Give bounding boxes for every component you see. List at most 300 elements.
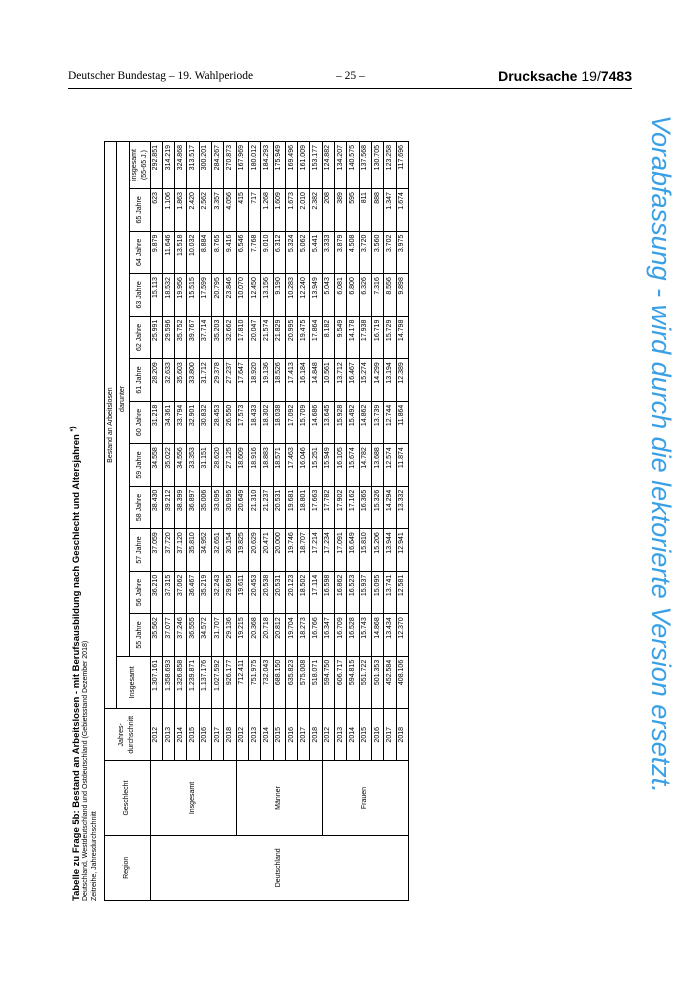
year-cell: 2016 xyxy=(285,709,297,761)
value-cell: 3.357 xyxy=(212,189,224,232)
value-cell: 1.027.592 xyxy=(212,656,224,708)
value-cell: 17.782 xyxy=(322,486,334,529)
value-cell: 15.709 xyxy=(298,401,310,444)
table-title xyxy=(68,141,82,901)
value-cell: 21.310 xyxy=(248,486,260,529)
value-cell: 16.862 xyxy=(335,571,347,614)
value-cell: 15.515 xyxy=(187,274,199,317)
value-cell: 17.091 xyxy=(335,529,347,572)
value-cell: 16.709 xyxy=(335,614,347,657)
col-header-region: Region xyxy=(105,835,151,900)
value-cell: 18.609 xyxy=(236,444,248,487)
value-cell: 926.177 xyxy=(224,656,236,708)
value-cell: 415 xyxy=(236,189,248,232)
value-cell: 635.823 xyxy=(285,656,297,708)
value-cell: 13.156 xyxy=(261,274,273,317)
value-cell: 13.944 xyxy=(384,529,396,572)
value-cell: 37.059 xyxy=(150,529,162,572)
value-cell: 6.326 xyxy=(359,274,371,317)
value-cell: 4.508 xyxy=(347,231,359,274)
value-cell: 33.794 xyxy=(175,401,187,444)
value-cell: 18.302 xyxy=(261,401,273,444)
value-cell: 14.848 xyxy=(310,359,322,402)
value-cell: 14.294 xyxy=(384,486,396,529)
value-cell: 594.750 xyxy=(322,656,334,708)
value-cell: 19.136 xyxy=(261,359,273,402)
parliament-label: Deutscher Bundestag – 19. Wahlperiode xyxy=(68,70,254,82)
region-cell: Deutschland xyxy=(150,835,408,900)
value-cell: 17.573 xyxy=(236,401,248,444)
value-cell: 37.720 xyxy=(162,529,174,572)
value-cell: 1.358.693 xyxy=(162,656,174,708)
page-header xyxy=(68,70,632,90)
value-cell: 1.609 xyxy=(273,189,285,232)
value-cell: 623 xyxy=(150,189,162,232)
value-cell: 3.975 xyxy=(396,231,408,274)
value-cell: 35.562 xyxy=(150,614,162,657)
value-cell: 20.649 xyxy=(236,486,248,529)
value-cell: 29.378 xyxy=(212,359,224,402)
value-cell: 3.879 xyxy=(335,231,347,274)
value-cell: 3.560 xyxy=(371,231,383,274)
table-row xyxy=(150,142,162,901)
value-cell: 15.674 xyxy=(347,444,359,487)
value-cell: 1.863 xyxy=(175,189,187,232)
value-cell: 15.928 xyxy=(335,401,347,444)
value-cell: 17.214 xyxy=(310,529,322,572)
value-cell: 34.952 xyxy=(199,529,211,572)
value-cell: 18.532 xyxy=(162,274,174,317)
value-cell: 18.038 xyxy=(273,401,285,444)
col-header-age: 62 Jahre xyxy=(129,316,150,359)
value-cell: 13.332 xyxy=(396,486,408,529)
value-cell: 751.975 xyxy=(248,656,260,708)
value-cell: 37.077 xyxy=(162,614,174,657)
year-cell: 2013 xyxy=(335,709,347,761)
value-cell: 8.884 xyxy=(199,231,211,274)
value-cell: 27.125 xyxy=(224,444,236,487)
value-cell: 15.113 xyxy=(150,274,162,317)
value-cell: 35.219 xyxy=(199,571,211,614)
value-cell: 32.243 xyxy=(212,571,224,614)
value-cell: 8.765 xyxy=(212,231,224,274)
value-cell: 2.562 xyxy=(199,189,211,232)
unemployment-table xyxy=(104,141,409,901)
value-cell: 732.043 xyxy=(261,656,273,708)
year-cell: 2016 xyxy=(199,709,211,761)
col-header-darunter: darunter xyxy=(117,142,129,657)
value-cell: 1.347 xyxy=(384,189,396,232)
value-cell: 134.207 xyxy=(335,142,347,189)
value-cell: 5.324 xyxy=(285,231,297,274)
value-cell: 18.526 xyxy=(273,359,285,402)
year-cell: 2013 xyxy=(162,709,174,761)
value-cell: 811 xyxy=(359,189,371,232)
year-cell: 2017 xyxy=(298,709,310,761)
value-cell: 12.450 xyxy=(248,274,260,317)
value-cell: 6.800 xyxy=(347,274,359,317)
value-cell: 15.206 xyxy=(371,529,383,572)
value-cell: 20.531 xyxy=(273,486,285,529)
value-cell: 17.463 xyxy=(285,444,297,487)
value-cell: 16.467 xyxy=(347,359,359,402)
value-cell: 37.062 xyxy=(175,571,187,614)
col-header-age: 61 Jahre xyxy=(129,359,150,402)
value-cell: 18.571 xyxy=(273,444,285,487)
value-cell: 15.326 xyxy=(371,486,383,529)
value-cell: 518.071 xyxy=(310,656,322,708)
value-cell: 13.688 xyxy=(371,444,383,487)
value-cell: 27.237 xyxy=(224,359,236,402)
value-cell: 10.070 xyxy=(236,274,248,317)
value-cell: 29.596 xyxy=(162,316,174,359)
value-cell: 35.203 xyxy=(212,316,224,359)
value-cell: 175.949 xyxy=(273,142,285,189)
value-cell: 7.768 xyxy=(248,231,260,274)
value-cell: 1.326.858 xyxy=(175,656,187,708)
value-cell: 19.475 xyxy=(298,316,310,359)
value-cell: 19.825 xyxy=(236,529,248,572)
value-cell: 7.316 xyxy=(371,274,383,317)
value-cell: 3.720 xyxy=(359,231,371,274)
year-cell: 2012 xyxy=(150,709,162,761)
value-cell: 32.633 xyxy=(162,359,174,402)
value-cell: 2.010 xyxy=(298,189,310,232)
value-cell: 12.240 xyxy=(298,274,310,317)
value-cell: 167.969 xyxy=(236,142,248,189)
value-cell: 13.739 xyxy=(371,401,383,444)
value-cell: 34.572 xyxy=(199,614,211,657)
value-cell: 20.629 xyxy=(248,529,260,572)
document-number xyxy=(498,68,632,84)
value-cell: 17.162 xyxy=(347,486,359,529)
value-cell: 14.798 xyxy=(396,316,408,359)
value-cell: 30.832 xyxy=(199,401,211,444)
value-cell: 13.741 xyxy=(384,571,396,614)
year-cell: 2013 xyxy=(248,709,260,761)
value-cell: 9.549 xyxy=(335,316,347,359)
value-cell: 2.382 xyxy=(310,189,322,232)
value-cell: 10.283 xyxy=(285,274,297,317)
value-cell: 5.062 xyxy=(298,231,310,274)
value-cell: 17.599 xyxy=(199,274,211,317)
value-cell: 35.006 xyxy=(199,486,211,529)
header-row xyxy=(105,142,117,901)
value-cell: 12.389 xyxy=(396,359,408,402)
value-cell: 25.991 xyxy=(150,316,162,359)
value-cell: 14.782 xyxy=(359,444,371,487)
value-cell: 15.251 xyxy=(310,444,322,487)
value-cell: 270.873 xyxy=(224,142,236,189)
col-header-year: Jahres- durchschnitt xyxy=(105,709,151,761)
value-cell: 20.368 xyxy=(248,614,260,657)
value-cell: 313.517 xyxy=(187,142,199,189)
value-cell: 2.420 xyxy=(187,189,199,232)
value-cell: 39.767 xyxy=(187,316,199,359)
value-cell: 551.722 xyxy=(359,656,371,708)
value-cell: 19.746 xyxy=(285,529,297,572)
value-cell: 29.136 xyxy=(224,614,236,657)
value-cell: 15.729 xyxy=(384,316,396,359)
value-cell: 389 xyxy=(335,189,347,232)
value-cell: 452.584 xyxy=(384,656,396,708)
col-header-age: 59 Jahre xyxy=(129,444,150,487)
value-cell: 9.010 xyxy=(261,231,273,274)
value-cell: 17.413 xyxy=(285,359,297,402)
value-cell: 5.441 xyxy=(310,231,322,274)
value-cell: 17.938 xyxy=(359,316,371,359)
value-cell: 594.815 xyxy=(347,656,359,708)
document-kind: Drucksache xyxy=(498,68,578,84)
value-cell: 6.312 xyxy=(273,231,285,274)
sex-cell: Männer xyxy=(236,761,322,835)
year-cell: 2012 xyxy=(236,709,248,761)
value-cell: 35.603 xyxy=(175,359,187,402)
value-cell: 36.555 xyxy=(187,614,199,657)
value-cell: 31.151 xyxy=(199,444,211,487)
value-cell: 17.234 xyxy=(322,529,334,572)
value-cell: 595 xyxy=(347,189,359,232)
value-cell: 20.795 xyxy=(212,274,224,317)
value-cell: 17.092 xyxy=(285,401,297,444)
value-cell: 16.719 xyxy=(371,316,383,359)
table-row xyxy=(236,142,248,901)
value-cell: 712.411 xyxy=(236,656,248,708)
value-cell: 28.209 xyxy=(150,359,162,402)
value-cell: 9.879 xyxy=(150,231,162,274)
year-cell: 2014 xyxy=(261,709,273,761)
value-cell: 17.810 xyxy=(236,316,248,359)
document-id: 7483 xyxy=(600,68,632,84)
value-cell: 11.864 xyxy=(396,401,408,444)
value-cell: 11.646 xyxy=(162,231,174,274)
value-cell: 18.883 xyxy=(261,444,273,487)
col-header-age: 56 Jahre xyxy=(129,571,150,614)
value-cell: 888 xyxy=(371,189,383,232)
value-cell: 33.095 xyxy=(212,486,224,529)
value-cell: 3.702 xyxy=(384,231,396,274)
value-cell: 161.009 xyxy=(298,142,310,189)
col-header-bestand: Bestand an Arbeitslosen xyxy=(105,142,117,709)
value-cell: 32.901 xyxy=(187,401,199,444)
table-subtitle-region: Deutschland, Westdeutschland und Ostdeutschland (Gebietsstand Dezember 2018) xyxy=(82,640,90,901)
value-cell: 37.714 xyxy=(199,316,211,359)
value-cell: 33.800 xyxy=(187,359,199,402)
value-cell: 18.707 xyxy=(298,529,310,572)
table-caption xyxy=(68,141,99,901)
value-cell: 33.353 xyxy=(187,444,199,487)
value-cell: 20.047 xyxy=(248,316,260,359)
value-cell: 13.949 xyxy=(310,274,322,317)
value-cell: 20.453 xyxy=(248,571,260,614)
value-cell: 300.201 xyxy=(199,142,211,189)
value-cell: 20.538 xyxy=(261,571,273,614)
year-cell: 2014 xyxy=(175,709,187,761)
value-cell: 23.846 xyxy=(224,274,236,317)
value-cell: 10.032 xyxy=(187,231,199,274)
table-header xyxy=(105,142,151,901)
value-cell: 1.137.176 xyxy=(199,656,211,708)
col-header-age: 64 Jahre xyxy=(129,231,150,274)
value-cell: 18.273 xyxy=(298,614,310,657)
value-cell: 14.862 xyxy=(359,401,371,444)
value-cell: 12.941 xyxy=(396,529,408,572)
year-cell: 2016 xyxy=(371,709,383,761)
value-cell: 408.106 xyxy=(396,656,408,708)
value-cell: 184.293 xyxy=(261,142,273,189)
document-period: 19/ xyxy=(581,68,601,84)
value-cell: 11.874 xyxy=(396,444,408,487)
value-cell: 9.898 xyxy=(396,274,408,317)
value-cell: 8.556 xyxy=(384,274,396,317)
value-cell: 20.995 xyxy=(285,316,297,359)
value-cell: 5.043 xyxy=(322,274,334,317)
value-cell: 292.851 xyxy=(150,142,162,189)
value-cell: 1.239.871 xyxy=(187,656,199,708)
value-cell: 324.868 xyxy=(175,142,187,189)
value-cell: 34.361 xyxy=(162,401,174,444)
value-cell: 14.868 xyxy=(371,614,383,657)
value-cell: 16.347 xyxy=(322,614,334,657)
value-cell: 717 xyxy=(248,189,260,232)
value-cell: 117.696 xyxy=(396,142,408,189)
value-cell: 35.810 xyxy=(187,529,199,572)
value-cell: 19.681 xyxy=(285,486,297,529)
value-cell: 16.523 xyxy=(347,571,359,614)
value-cell: 34.556 xyxy=(175,444,187,487)
table-body xyxy=(150,142,408,901)
sex-cell: Frauen xyxy=(322,761,408,835)
year-cell: 2015 xyxy=(273,709,285,761)
value-cell: 30.154 xyxy=(224,529,236,572)
value-cell: 31.712 xyxy=(199,359,211,402)
year-cell: 2017 xyxy=(384,709,396,761)
value-cell: 10.561 xyxy=(322,359,334,402)
value-cell: 19.215 xyxy=(236,614,248,657)
value-cell: 37.120 xyxy=(175,529,187,572)
value-cell: 1.307.161 xyxy=(150,656,162,708)
value-cell: 28.453 xyxy=(212,401,224,444)
value-cell: 18.916 xyxy=(248,444,260,487)
value-cell: 35.022 xyxy=(162,444,174,487)
value-cell: 36.210 xyxy=(150,571,162,614)
value-cell: 26.550 xyxy=(224,401,236,444)
value-cell: 13.434 xyxy=(384,614,396,657)
col-header-age: 63 Jahre xyxy=(129,274,150,317)
value-cell: 39.212 xyxy=(162,486,174,529)
value-cell: 15.937 xyxy=(359,571,371,614)
year-cell: 2015 xyxy=(359,709,371,761)
value-cell: 20.812 xyxy=(273,614,285,657)
value-cell: 15.743 xyxy=(359,614,371,657)
col-header-sex: Geschlecht xyxy=(105,761,151,835)
value-cell: 15.949 xyxy=(322,444,334,487)
value-cell: 21.237 xyxy=(261,486,273,529)
footnote-marker: *) xyxy=(70,426,77,432)
value-cell: 3.333 xyxy=(322,231,334,274)
year-cell: 2018 xyxy=(224,709,236,761)
value-cell: 18.801 xyxy=(298,486,310,529)
watermark-text: Vorabfassung - wird durch die lektorierte Version ersetzt. xyxy=(646,115,676,793)
value-cell: 6.546 xyxy=(236,231,248,274)
value-cell: 12.581 xyxy=(396,571,408,614)
value-cell: 16.046 xyxy=(298,444,310,487)
value-cell: 20.000 xyxy=(273,529,285,572)
value-cell: 688.150 xyxy=(273,656,285,708)
rotated-table-page xyxy=(68,135,613,905)
year-cell: 2015 xyxy=(187,709,199,761)
value-cell: 12.744 xyxy=(384,401,396,444)
year-cell: 2014 xyxy=(347,709,359,761)
value-cell: 17.647 xyxy=(236,359,248,402)
value-cell: 36.897 xyxy=(187,486,199,529)
value-cell: 130.705 xyxy=(371,142,383,189)
value-cell: 1.673 xyxy=(285,189,297,232)
col-header-age: 57 Jahre xyxy=(129,529,150,572)
value-cell: 1.674 xyxy=(396,189,408,232)
value-cell: 31.218 xyxy=(150,401,162,444)
value-cell: 8.182 xyxy=(322,316,334,359)
value-cell: 15.810 xyxy=(359,529,371,572)
value-cell: 37.246 xyxy=(175,614,187,657)
year-cell: 2018 xyxy=(396,709,408,761)
value-cell: 16.105 xyxy=(335,444,347,487)
value-cell: 15.274 xyxy=(359,359,371,402)
value-cell: 19.611 xyxy=(236,571,248,614)
value-cell: 16.184 xyxy=(298,359,310,402)
value-cell: 14.299 xyxy=(371,359,383,402)
value-cell: 123.258 xyxy=(384,142,396,189)
year-cell: 2018 xyxy=(310,709,322,761)
value-cell: 1.106 xyxy=(162,189,174,232)
value-cell: 21.829 xyxy=(273,316,285,359)
value-cell: 31.707 xyxy=(212,614,224,657)
value-cell: 16.365 xyxy=(359,486,371,529)
value-cell: 12.370 xyxy=(396,614,408,657)
value-cell: 14.686 xyxy=(310,401,322,444)
table-row xyxy=(322,142,334,901)
value-cell: 15.095 xyxy=(371,571,383,614)
value-cell: 140.575 xyxy=(347,142,359,189)
value-cell: 19.956 xyxy=(175,274,187,317)
year-cell: 2017 xyxy=(212,709,224,761)
value-cell: 19.704 xyxy=(285,614,297,657)
value-cell: 35.752 xyxy=(175,316,187,359)
value-cell: 18.502 xyxy=(298,571,310,614)
value-cell: 17.902 xyxy=(335,486,347,529)
value-cell: 32.651 xyxy=(212,529,224,572)
value-cell: 501.353 xyxy=(371,656,383,708)
table-title-text: Tabelle zu Frage 5b: Bestand an Arbeitslosen - mit Berufsausbildung nach Geschlecht und Altersjahren xyxy=(71,434,83,901)
value-cell: 314.219 xyxy=(162,142,174,189)
value-cell: 606.717 xyxy=(335,656,347,708)
value-cell: 34.558 xyxy=(150,444,162,487)
value-cell: 32.662 xyxy=(224,316,236,359)
value-cell: 16.649 xyxy=(347,529,359,572)
col-header-age: 60 Jahre xyxy=(129,401,150,444)
value-cell: 284.267 xyxy=(212,142,224,189)
header-rule xyxy=(68,88,632,89)
value-cell: 21.574 xyxy=(261,316,273,359)
value-cell: 38.399 xyxy=(175,486,187,529)
page-number: – 25 – xyxy=(336,70,365,82)
value-cell: 20.471 xyxy=(261,529,273,572)
value-cell: 37.315 xyxy=(162,571,174,614)
table-subtitle-series: Zeitreihe, Jahresdurchschnitt xyxy=(90,811,98,901)
value-cell: 169.496 xyxy=(285,142,297,189)
value-cell: 38.430 xyxy=(150,486,162,529)
col-header-insgesamt: Insgesamt xyxy=(117,656,150,708)
